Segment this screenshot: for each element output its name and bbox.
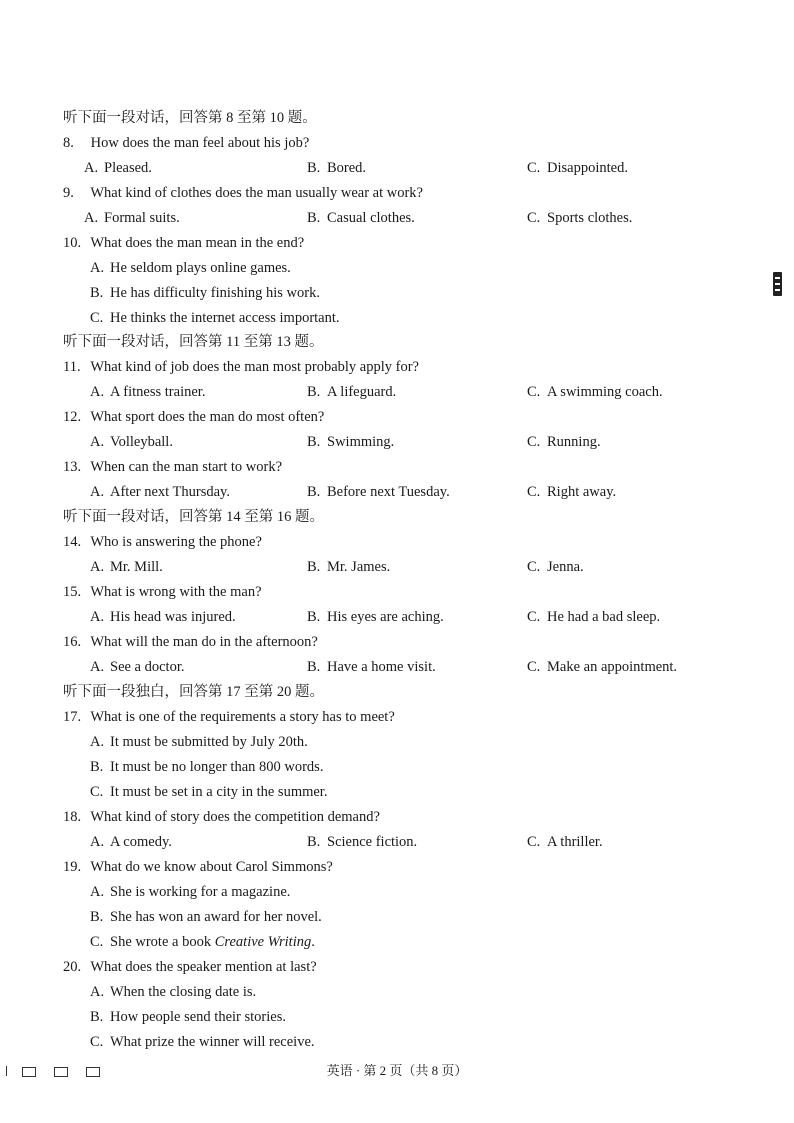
option-a: A. Pleased.: [84, 160, 152, 176]
option-a: A. When the closing date is.: [90, 984, 257, 1000]
question-text: What does the speaker mention at last?: [90, 959, 317, 975]
option-b: B. Have a home visit.: [307, 659, 436, 675]
question-number: 19.: [63, 859, 82, 875]
question-text: When can the man start to work?: [90, 459, 283, 475]
options-row: [0, 480, 794, 505]
option-a: A. After next Thursday.: [90, 484, 230, 500]
section-heading: 听下面一段对话，回答第 11 至第 13 题。: [63, 334, 324, 350]
question-number: 16.: [63, 634, 82, 650]
question-text: What does the man mean in the end?: [90, 235, 305, 251]
question-number: 18.: [63, 809, 82, 825]
option-c: C. It must be set in a city in the summer.: [90, 784, 328, 800]
option-a: A. She is working for a magazine.: [90, 884, 291, 900]
option-c: C. A swimming coach.: [527, 384, 663, 400]
question-text: What kind of story does the competition demand?: [90, 809, 380, 825]
option-b: B. He has difficulty finishing his work.: [90, 285, 320, 301]
question-text: What kind of job does the man most probably apply for?: [90, 359, 419, 375]
option-b: B. It must be no longer than 800 words.: [90, 759, 324, 775]
option-c: C. Running.: [527, 434, 601, 450]
book-title: Creative Writing: [214, 934, 312, 950]
option-b: B. She has won an award for her novel.: [90, 909, 322, 925]
option-c: C. Right away.: [527, 484, 617, 500]
question-number: 12.: [63, 409, 82, 425]
question-text: What is one of the requirements a story has to meet?: [90, 709, 395, 725]
option-b: B. His eyes are aching.: [307, 609, 444, 625]
question-number: 11.: [63, 359, 81, 375]
option-a: A. He seldom plays online games.: [90, 260, 291, 276]
question-text: Who is answering the phone?: [90, 534, 262, 550]
question-19: [63, 855, 333, 880]
options-row: [0, 430, 794, 455]
question-text: What is wrong with the man?: [90, 584, 262, 600]
option-b: B. Mr. James.: [307, 559, 391, 575]
question-15: [63, 580, 262, 605]
option-a: A. Formal suits.: [84, 210, 180, 226]
option-a: A. Volleyball.: [90, 434, 173, 450]
question-text: How does the man feel about his job?: [90, 135, 310, 151]
option-b: B. Science fiction.: [307, 834, 418, 850]
option-c: C. Jenna.: [527, 559, 584, 575]
question-20: [63, 955, 317, 980]
question-11: [63, 355, 419, 380]
question-number: 15.: [63, 584, 82, 600]
question-14: [63, 530, 262, 555]
option-a: A. His head was injured.: [90, 609, 236, 625]
binding-edge-mark: [773, 272, 782, 296]
question-number: 20.: [63, 959, 82, 975]
option-b: B. Bored.: [307, 160, 367, 176]
option-a: A. Mr. Mill.: [90, 559, 163, 575]
page-footer: [0, 1060, 794, 1082]
question-text: What sport does the man do most often?: [90, 409, 325, 425]
option-c: C. A thriller.: [527, 834, 603, 850]
question-18: [63, 805, 380, 830]
question-text: What kind of clothes does the man usually wear at work?: [90, 185, 423, 201]
question-13: [63, 455, 282, 480]
page-number-label: 英语 · 第 2 页（共 8 页）: [326, 1063, 468, 1078]
option-c: C. What prize the winner will receive.: [90, 1034, 315, 1050]
option-a: A. A fitness trainer.: [90, 384, 206, 400]
options-row: [0, 830, 794, 855]
option-c: C. He had a bad sleep.: [527, 609, 661, 625]
section-heading: 听下面一段对话，回答第 14 至第 16 题。: [63, 509, 324, 525]
question-10: [63, 231, 304, 256]
question-9: [63, 181, 423, 206]
options-row: [0, 605, 794, 630]
option-a: A. A comedy.: [90, 834, 172, 850]
question-number: 13.: [63, 459, 82, 475]
question-number: 14.: [63, 534, 82, 550]
option-a: A. See a doctor.: [90, 659, 185, 675]
option-c: C. She wrote a book Creative Writing.: [90, 934, 315, 950]
section-heading: 听下面一段对话，回答第 8 至第 10 题。: [63, 110, 317, 126]
question-number: 10.: [63, 235, 82, 251]
question-number: 8.: [63, 135, 74, 151]
option-b: B. How people send their stories.: [90, 1009, 286, 1025]
options-row: [0, 206, 794, 231]
options-row: [0, 380, 794, 405]
option-c: C. Sports clothes.: [527, 210, 633, 226]
question-number: 9.: [63, 185, 74, 201]
option-c: C. He thinks the internet access important.: [90, 310, 340, 326]
question-16: [63, 630, 318, 655]
options-row: [0, 156, 794, 181]
option-b: B. A lifeguard.: [307, 384, 397, 400]
option-b: B. Swimming.: [307, 434, 395, 450]
section-heading: 听下面一段独白，回答第 17 至第 20 题。: [63, 684, 324, 700]
question-17: [63, 705, 395, 730]
option-c: C. Disappointed.: [527, 160, 628, 176]
question-number: 17.: [63, 709, 82, 725]
option-b: B. Before next Tuesday.: [307, 484, 450, 500]
option-c: C. Make an appointment.: [527, 659, 678, 675]
question-text: What will the man do in the afternoon?: [90, 634, 318, 650]
question-8: [63, 131, 309, 156]
option-b: B. Casual clothes.: [307, 210, 415, 226]
options-row: [0, 655, 794, 680]
options-row: [0, 555, 794, 580]
option-a: A. It must be submitted by July 20th.: [90, 734, 308, 750]
question-text: What do we know about Carol Simmons?: [90, 859, 333, 875]
question-12: [63, 405, 324, 430]
